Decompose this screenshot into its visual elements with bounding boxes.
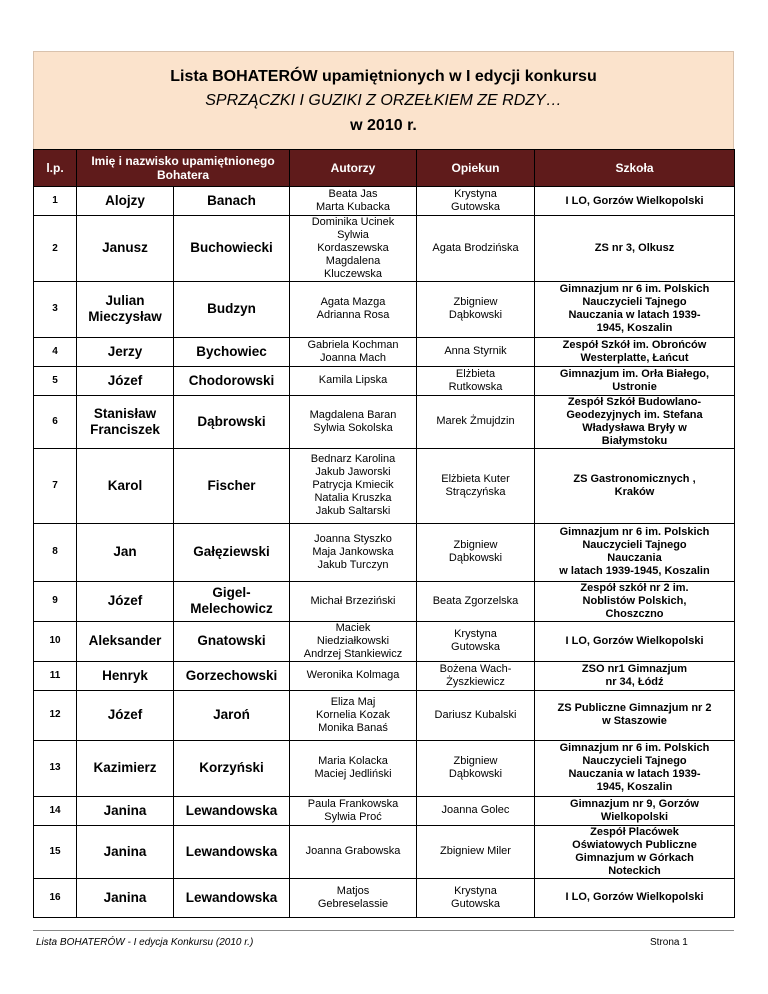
first-name: Karol [77, 448, 174, 523]
first-name: Jerzy [77, 337, 174, 366]
col-school-header: Szkoła [535, 150, 735, 187]
tutor-cell: Krystyna Gutowska [417, 621, 535, 661]
tutor-cell: Zbigniew Dąbkowski [417, 523, 535, 581]
tutor-cell: Joanna Golec [417, 796, 535, 825]
table-row [34, 337, 735, 366]
table-row [34, 740, 735, 796]
row-number: 7 [34, 448, 77, 523]
table-row [34, 621, 735, 661]
school-cell: ZSO nr1 Gimnazjum nr 34, Łódź [535, 661, 735, 690]
table-row [34, 661, 735, 690]
tutor-cell: Elżbieta Rutkowska [417, 366, 535, 395]
row-number: 3 [34, 281, 77, 337]
school-cell: Zespół Szkół im. Obrońców Westerplatte, Łańcut [535, 337, 735, 366]
authors-cell: Eliza Maj Kornelia Kozak Monika Banaś [290, 690, 417, 740]
row-number: 5 [34, 366, 77, 395]
tutor-cell: Krystyna Gutowska [417, 187, 535, 216]
authors-cell: Joanna Styszko Maja Jankowska Jakub Turczyn [290, 523, 417, 581]
document-title: Lista BOHATERÓW upamiętnionych w I edycji konkursu [170, 68, 597, 85]
school-cell: Zespół Placówek Oświatowych Publiczne Gimnazjum w Górkach Noteckich [535, 825, 735, 878]
last-name: Gałęziewski [174, 523, 290, 581]
authors-cell: Michał Brzeziński [290, 581, 417, 621]
tutor-cell: Beata Zgorzelska [417, 581, 535, 621]
heroes-table [33, 149, 735, 918]
footer-title: Lista BOHATERÓW - I edycja Konkursu (2010 r.) [36, 937, 254, 948]
last-name: Gorzechowski [174, 661, 290, 690]
first-name: Józef [77, 366, 174, 395]
last-name: Lewandowska [174, 878, 290, 917]
first-name: Henryk [77, 661, 174, 690]
table-row [34, 187, 735, 216]
first-name: Aleksander [77, 621, 174, 661]
last-name: Bychowiec [174, 337, 290, 366]
last-name: Fischer [174, 448, 290, 523]
tutor-cell: Anna Styrnik [417, 337, 535, 366]
table-row [34, 366, 735, 395]
school-cell: ZS nr 3, Olkusz [535, 216, 735, 282]
row-number: 4 [34, 337, 77, 366]
authors-cell: Paula Frankowska Sylwia Proć [290, 796, 417, 825]
document-header [33, 51, 734, 151]
tutor-cell: Zbigniew Dąbkowski [417, 281, 535, 337]
first-name: Janina [77, 825, 174, 878]
table-row [34, 448, 735, 523]
school-cell: Gimnazjum nr 6 im. Polskich Nauczycieli Tajnego Nauczania w latach 1939- 1945, Koszalin [535, 740, 735, 796]
row-number: 12 [34, 690, 77, 740]
school-cell: Gimnazjum nr 6 im. Polskich Nauczycieli Tajnego Nauczania w latach 1939-1945, Koszalin [535, 523, 735, 581]
table-row [34, 216, 735, 282]
tutor-cell: Marek Żmujdzin [417, 395, 535, 448]
table-row [34, 395, 735, 448]
table-row [34, 878, 735, 917]
table-row [34, 690, 735, 740]
first-name: Stanisław Franciszek [77, 395, 174, 448]
tutor-cell: Krystyna Gutowska [417, 878, 535, 917]
authors-cell: Agata Mazga Adrianna Rosa [290, 281, 417, 337]
table-row [34, 281, 735, 337]
first-name: Alojzy [77, 187, 174, 216]
first-name: Janina [77, 796, 174, 825]
table-row [34, 796, 735, 825]
table-row [34, 581, 735, 621]
last-name: Dąbrowski [174, 395, 290, 448]
row-number: 11 [34, 661, 77, 690]
col-authors-header: Autorzy [290, 150, 417, 187]
row-number: 1 [34, 187, 77, 216]
authors-cell: Matjos Gebreselassie [290, 878, 417, 917]
row-number: 9 [34, 581, 77, 621]
row-number: 6 [34, 395, 77, 448]
first-name: Józef [77, 581, 174, 621]
table-header-row [34, 150, 735, 187]
last-name: Lewandowska [174, 796, 290, 825]
authors-cell: Magdalena Baran Sylwia Sokolska [290, 395, 417, 448]
first-name: Kazimierz [77, 740, 174, 796]
tutor-cell: Zbigniew Miler [417, 825, 535, 878]
row-number: 14 [34, 796, 77, 825]
last-name: Chodorowski [174, 366, 290, 395]
tutor-cell: Elżbieta Kuter Strączyńska [417, 448, 535, 523]
footer-divider [33, 930, 734, 931]
authors-cell: Weronika Kolmaga [290, 661, 417, 690]
school-cell: Gimnazjum nr 6 im. Polskich Nauczycieli Tajnego Nauczania w latach 1939- 1945, Koszalin [535, 281, 735, 337]
authors-cell: Bednarz Karolina Jakub Jaworski Patrycja Kmiecik Natalia Kruszka Jakub Saltarski [290, 448, 417, 523]
school-cell: Zespół szkół nr 2 im. Noblistów Polskich, Choszczno [535, 581, 735, 621]
table-row [34, 825, 735, 878]
school-cell: Gimnazjum nr 9, Gorzów Wielkopolski [535, 796, 735, 825]
table-row [34, 523, 735, 581]
authors-cell: Maria Kolacka Maciej Jedliński [290, 740, 417, 796]
authors-cell: Joanna Grabowska [290, 825, 417, 878]
first-name: Jan [77, 523, 174, 581]
tutor-cell: Agata Brodzińska [417, 216, 535, 282]
row-number: 8 [34, 523, 77, 581]
tutor-cell: Dariusz Kubalski [417, 690, 535, 740]
contest-name: SPRZĄCZKI I GUZIKI Z ORZEŁKIEM ZE RDZY… [205, 92, 562, 109]
school-cell: Zespół Szkół Budowlano- Geodezyjnych im. Stefana Władysława Bryły w Białymstoku [535, 395, 735, 448]
last-name: Korzyński [174, 740, 290, 796]
school-cell: I LO, Gorzów Wielkopolski [535, 621, 735, 661]
school-cell: ZS Publiczne Gimnazjum nr 2 w Staszowie [535, 690, 735, 740]
page-number: Strona 1 [650, 937, 688, 948]
school-cell: I LO, Gorzów Wielkopolski [535, 878, 735, 917]
col-lp-header: l.p. [34, 150, 77, 187]
row-number: 16 [34, 878, 77, 917]
tutor-cell: Zbigniew Dąbkowski [417, 740, 535, 796]
table-body [34, 187, 735, 918]
last-name: Jaroń [174, 690, 290, 740]
last-name: Buchowiecki [174, 216, 290, 282]
first-name: Józef [77, 690, 174, 740]
authors-cell: Maciek Niedziałkowski Andrzej Stankiewicz [290, 621, 417, 661]
authors-cell: Dominika Ucinek Sylwia Kordaszewska Magdalena Kluczewska [290, 216, 417, 282]
last-name: Lewandowska [174, 825, 290, 878]
tutor-cell: Bożena Wach- Żyszkiewicz [417, 661, 535, 690]
first-name: Julian Mieczysław [77, 281, 174, 337]
last-name: Budzyn [174, 281, 290, 337]
col-tutor-header: Opiekun [417, 150, 535, 187]
first-name: Janina [77, 878, 174, 917]
authors-cell: Gabriela Kochman Joanna Mach [290, 337, 417, 366]
school-cell: ZS Gastronomicznych , Kraków [535, 448, 735, 523]
row-number: 10 [34, 621, 77, 661]
row-number: 13 [34, 740, 77, 796]
school-cell: I LO, Gorzów Wielkopolski [535, 187, 735, 216]
authors-cell: Kamila Lipska [290, 366, 417, 395]
row-number: 15 [34, 825, 77, 878]
first-name: Janusz [77, 216, 174, 282]
school-cell: Gimnazjum im. Orła Białego, Ustronie [535, 366, 735, 395]
col-name-header: Imię i nazwisko upamiętnionego Bohatera [77, 150, 290, 187]
row-number: 2 [34, 216, 77, 282]
last-name: Gigel- Melechowicz [174, 581, 290, 621]
last-name: Banach [174, 187, 290, 216]
last-name: Gnatowski [174, 621, 290, 661]
document-year: w 2010 r. [350, 117, 417, 134]
authors-cell: Beata Jas Marta Kubacka [290, 187, 417, 216]
